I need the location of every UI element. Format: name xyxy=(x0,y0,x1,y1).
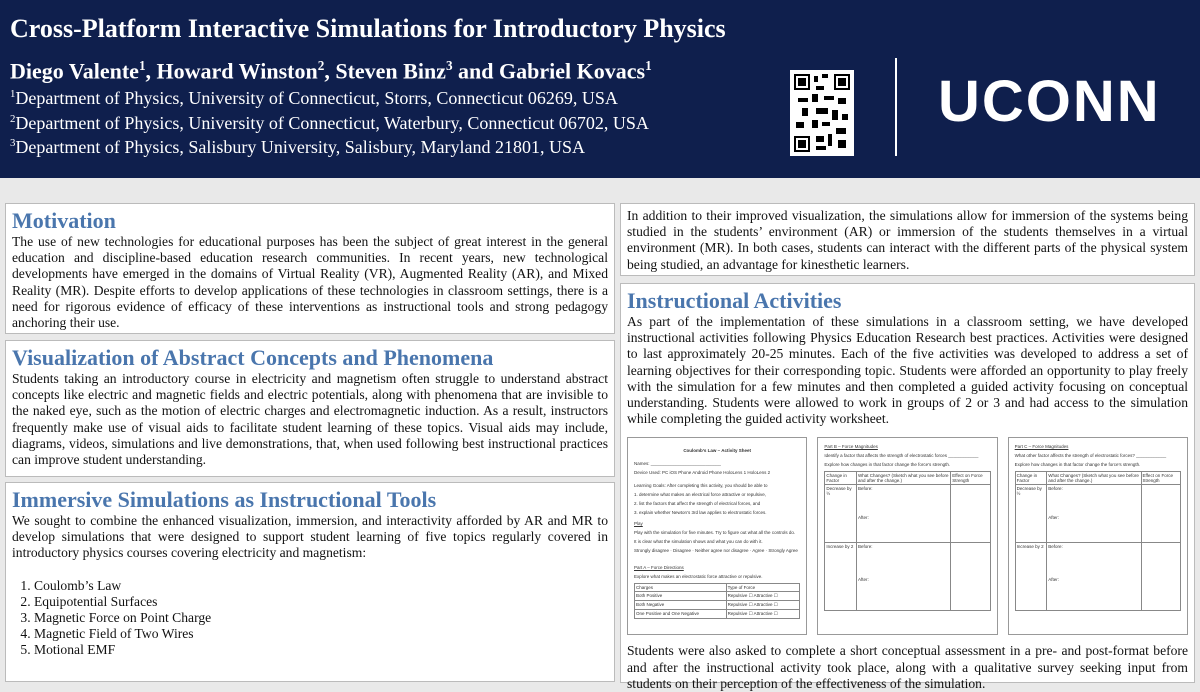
section-heading: Immersive Simulations as Instructional Tools xyxy=(12,487,437,512)
list-item: 2. Equipotential Surfaces xyxy=(34,594,608,610)
author: Diego Valente xyxy=(10,58,139,84)
worksheet-coulomb: Coulomb’s Law – Activity Sheet Names: ____________________________ Device Used: PC iOS Phone Android Phone HoloLens 1 HoloLens 2 Learning Goals: After completing this activity, you should be able to 1. determine what makes an electrical force attractive or repulsive, 2. list the factors that affect the strength of electrical forces, and 3. explain whether Newton’s 3rd law applies to electrostatic forces. Play Play with the simulation for five minutes. Try to figure out what all the controls do. It is clear what the simulation shows and what you can do with it. Strongly disagree · Disagree · Neither agree nor disagree · Agree · Strongly Agree Part A – Force Directions Explore what makes an electrostatic force attractive or repulsive. Charges Type of Force Both Positive Repulsive ☐ Attractive ☐ Both Negative Repulsive ☐ Attractive ☐ One Positive and One Negative Repulsive ☐ Attractive ☐ xyxy=(627,437,807,635)
header-divider xyxy=(895,58,897,156)
author: Howard Winston xyxy=(156,58,318,84)
affiliation: $^2$Department of Physics, University of Connecticut, Waterbury, Connecticut 06702, USA xyxy=(10,113,649,133)
section-immersion xyxy=(620,203,1195,276)
worksheet-part-c: Part C – Force Magnitudes What other factor affects the strength of electrostatic forces? ____________ Explore how changes in that factor change the force’s strength. Change in Factor What Changes? (Sketch what you see before and after the change.) Effect on Force Strength Decrease by ½ Before: After: Increase by 2 Before: After: xyxy=(1008,437,1188,635)
list-item: 5. Motional EMF xyxy=(34,642,608,658)
section-text: Students taking an introductory course in electricity and magnetism often struggle to understand abstract concepts like electric and magnetic fields and electric potentials, along with phenomena that are invisible to the naked eye, such as the motion of electric charges and electromagnetic induction. As a result, instructors frequently make use of visual aids to facilitate student learning of these topics. Visual aids may include, diagrams, videos, simulations and live demonstrations, that, when used following best instructional practices can improve student understanding. xyxy=(12,371,608,468)
author-list: Diego Valente$^1$, Howard Winston$^2$, Steven Binz$^3$ and Gabriel Kovacs$^1$ xyxy=(10,58,652,84)
worksheet-images xyxy=(627,437,1188,635)
poster-title: Cross-Platform Interactive Simulations for Introductory Physics xyxy=(10,14,726,43)
list-item: 1. Coulomb’s Law xyxy=(34,578,608,594)
section-text: In addition to their improved visualization, the simulations allow for immersion of the systems being studied in the students’ environment (AR) or immersion of the students themselves in a virtual environment (MR). In both cases, students can interact with the different parts of the physical system being studied, an advantage for kinesthetic learners. xyxy=(627,208,1188,272)
poster-header xyxy=(0,0,1200,178)
section-immersive xyxy=(5,482,615,682)
worksheet-part-b: Part B – Force Magnitudes Identify a factor that affects the strength of electrostatic forces ____________ Explore how changes in that factor change the force’s strength. Change in Factor What Changes? (Sketch what you see before and after the change.) Effect on Force Strength Decrease by ½ Before: After: Increase by 2 Before: After: xyxy=(817,437,997,635)
affiliation: $^1$Department of Physics, University of Connecticut, Storrs, Connecticut 06269, USA xyxy=(10,88,618,108)
uconn-logo: UCONN xyxy=(938,69,1161,134)
section-text: As part of the implementation of these simulations in a classroom setting, we have developed instructional activities following Physics Education Research best practices. Activities were designed to last approximately 20-25 minutes. Each of the five activities was developed to address a set of learning objectives for their corresponding topic. Students were afforded an opportunity to play freely with the simulation for a few minutes and then completed a guided activity focusing on conceptual understanding. Students were allowed to work in groups of 2 or 3 and had access to the simulation while completing the guided activity worksheet. xyxy=(627,314,1188,427)
affiliation: $^3$Department of Physics, Salisbury University, Salisbury, Maryland 21801, USA xyxy=(10,137,586,157)
section-visualization xyxy=(5,340,615,477)
section-text: Students were also asked to complete a short conceptual assessment in a pre- and post-format before and after the instructional activity took place, along with a qualitative survey seeking input from students on their perception of the effectiveness of the simulation. xyxy=(627,643,1188,691)
author: Steven Binz xyxy=(335,58,446,84)
qr-code-icon[interactable] xyxy=(790,70,854,156)
list-item: 3. Magnetic Force on Point Charge xyxy=(34,610,608,626)
author: Gabriel Kovacs xyxy=(499,58,646,84)
section-heading: Motivation xyxy=(12,208,116,233)
section-heading: Visualization of Abstract Concepts and Phenomena xyxy=(12,345,494,370)
list-item: 4. Magnetic Field of Two Wires xyxy=(34,626,608,642)
section-motivation xyxy=(5,203,615,334)
section-text: We sought to combine the enhanced visualization, immersion, and interactivity afforded by AR and MR to develop simulations that were designed to support student learning of five topics regularly covered in introductory physics courses covering electricity and magnetism: xyxy=(12,513,608,561)
section-heading: Instructional Activities xyxy=(627,288,842,313)
topic-list xyxy=(34,578,608,659)
section-text: The use of new technologies for educational purposes has been the subject of great interest in the general education and discipline-based education research communities. In recent years, new technological developments have emerged in the domains of Virtual Reality (VR), Augmented Reality (AR), and Mixed Reality (MR). Despite efforts to develop applications of these technologies in classroom settings, there is a need for rigorous evidence of efficacy of these interventions as instructional tools and strong pedagogy anchoring their use. xyxy=(12,234,608,331)
section-activities xyxy=(620,283,1195,691)
